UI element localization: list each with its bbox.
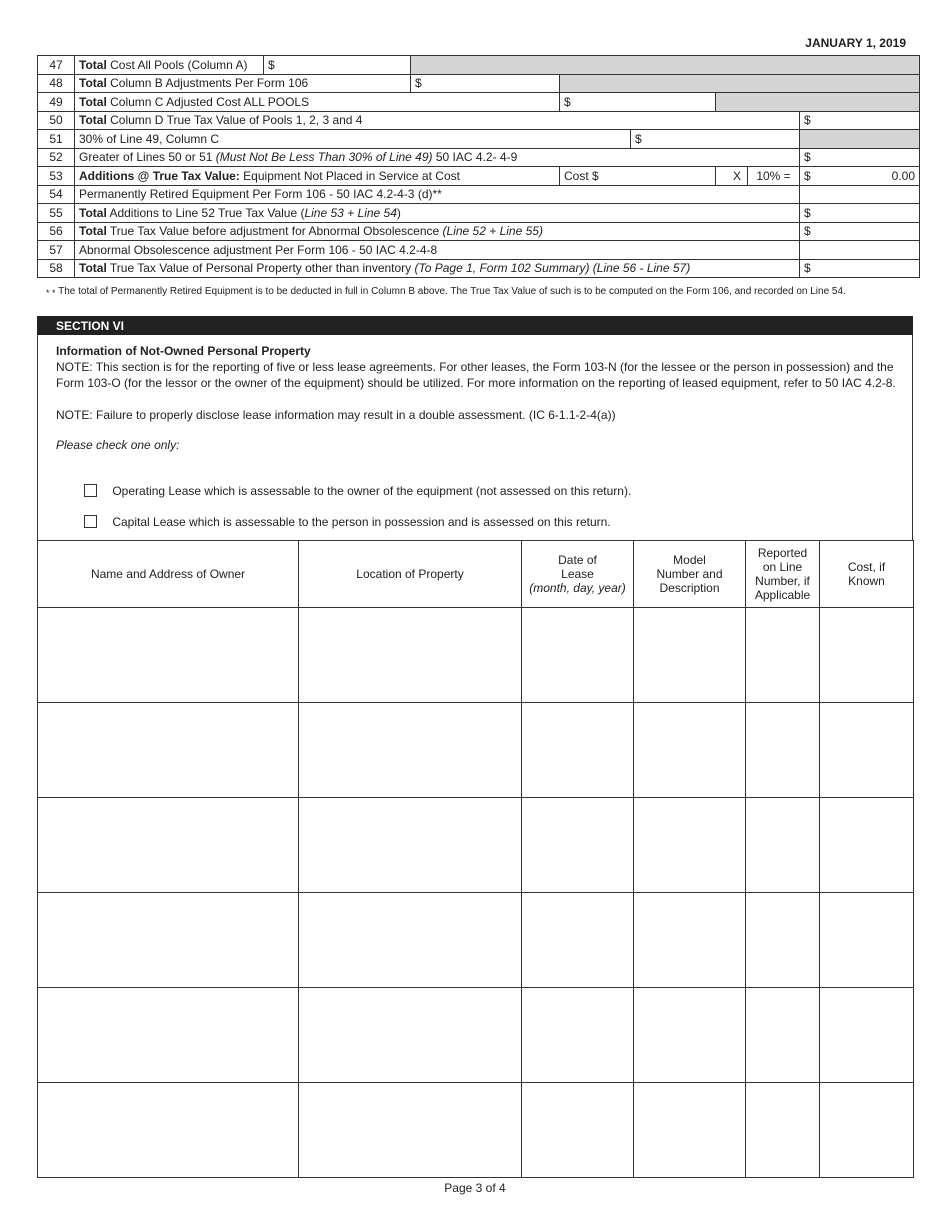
line-47: 47 Total Cost All Pools (Column A) $	[38, 56, 920, 75]
col-model: Model Number and Description	[634, 541, 746, 608]
note-double-assessment: NOTE: Failure to properly disclose lease information may result in a double assessment. (IC 6-1.1-2-4(a))	[56, 408, 616, 422]
table-row	[38, 608, 914, 703]
line-53-value[interactable]: $ 0.00	[800, 167, 920, 186]
col-cost: Cost, if Known	[820, 541, 914, 608]
line-53-cost-input[interactable]: Cost $	[560, 167, 716, 186]
line-57: 57 Abnormal Obsolescence adjustment Per Form 106 - 50 IAC 4.2-4-8	[38, 241, 920, 260]
lease-table-header	[38, 541, 914, 608]
operating-lease-option: Operating Lease which is assessable to the owner of the equipment (not assessed on this return).	[84, 483, 631, 498]
section-vi-heading: Information of Not-Owned Personal Property	[56, 344, 311, 358]
line-49: 49 Total Column C Adjusted Cost ALL POOLS $	[38, 93, 920, 112]
note-leases: NOTE: This section is for the reporting of five or less lease agreements. For other leases, the Form 103-N (for the lessee or the person in possession) and the Form 103-O (for the lessor or the owner of the equipment) should be utilized. For more information on the reporting of leased equipment, refer to 50 IAC 4.2-8.	[56, 360, 896, 390]
line-48-input[interactable]: $	[411, 74, 560, 93]
col-owner: Name and Address of Owner	[38, 541, 299, 608]
line-54-input[interactable]	[800, 185, 920, 204]
line-48: 48 Total Column B Adjustments Per Form 106 $	[38, 74, 920, 93]
line-54: 54 Permanently Retired Equipment Per Form 106 - 50 IAC 4.2-4-3 (d)**	[38, 185, 920, 204]
line-50: 50 Total Column D True Tax Value of Pools 1, 2, 3 and 4 $	[38, 111, 920, 130]
table-row	[38, 703, 914, 798]
check-instruction: Please check one only:	[56, 438, 180, 452]
line-55: 55 Total Additions to Line 52 True Tax Value (Line 53 + Line 54) $	[38, 204, 920, 223]
line-51-input[interactable]: $	[631, 130, 800, 149]
line-51: 51 30% of Line 49, Column C $	[38, 130, 920, 149]
form-date: JANUARY 1, 2019	[805, 36, 906, 50]
page-number: Page 3 of 4	[444, 1181, 506, 1195]
capital-lease-option: Capital Lease which is assessable to the person in possession and is assessed on this return.	[84, 514, 611, 529]
line-52-input[interactable]: $	[800, 148, 920, 167]
line-53: 53 Additions @ True Tax Value: Equipment Not Placed in Service at Cost Cost $ X 10% = $ 0.00	[38, 167, 920, 186]
line-58: 58 Total True Tax Value of Personal Property other than inventory (To Page 1, Form 102 Summary) (Line 56 - Line 57) $	[38, 259, 920, 278]
section-vi-header: SECTION VI	[37, 316, 913, 335]
col-location: Location of Property	[299, 541, 522, 608]
table-row	[38, 893, 914, 988]
line-56: 56 Total True Tax Value before adjustment for Abnormal Obsolescence (Line 52 + Line 55) $	[38, 222, 920, 241]
line-57-input[interactable]	[800, 241, 920, 260]
capital-lease-checkbox[interactable]	[84, 515, 97, 528]
lease-table	[37, 540, 914, 1178]
table-row	[38, 1083, 914, 1178]
line-56-input[interactable]: $	[800, 222, 920, 241]
operating-lease-checkbox[interactable]	[84, 484, 97, 497]
section-vi-info	[56, 343, 896, 453]
table-row	[38, 988, 914, 1083]
line-50-input[interactable]: $	[800, 111, 920, 130]
table-row	[38, 798, 914, 893]
line-55-input[interactable]: $	[800, 204, 920, 223]
col-reported: Reported on Line Number, if Applicable	[746, 541, 820, 608]
line-47-input[interactable]: $	[264, 56, 411, 75]
col-date: Date of Lease (month, day, year)	[522, 541, 634, 608]
footnote: * * The total of Permanently Retired Equipment is to be deducted in full in Column B above. The True Tax Value of such is to be computed on the Form 106, and recorded on Line 54.	[46, 286, 846, 298]
line-52: 52 Greater of Lines 50 or 51 (Must Not Be Less Than 30% of Line 49) 50 IAC 4.2- 4-9 $	[38, 148, 920, 167]
line-58-input[interactable]: $	[800, 259, 920, 278]
line-49-input[interactable]: $	[560, 93, 716, 112]
lines-table	[37, 55, 920, 278]
